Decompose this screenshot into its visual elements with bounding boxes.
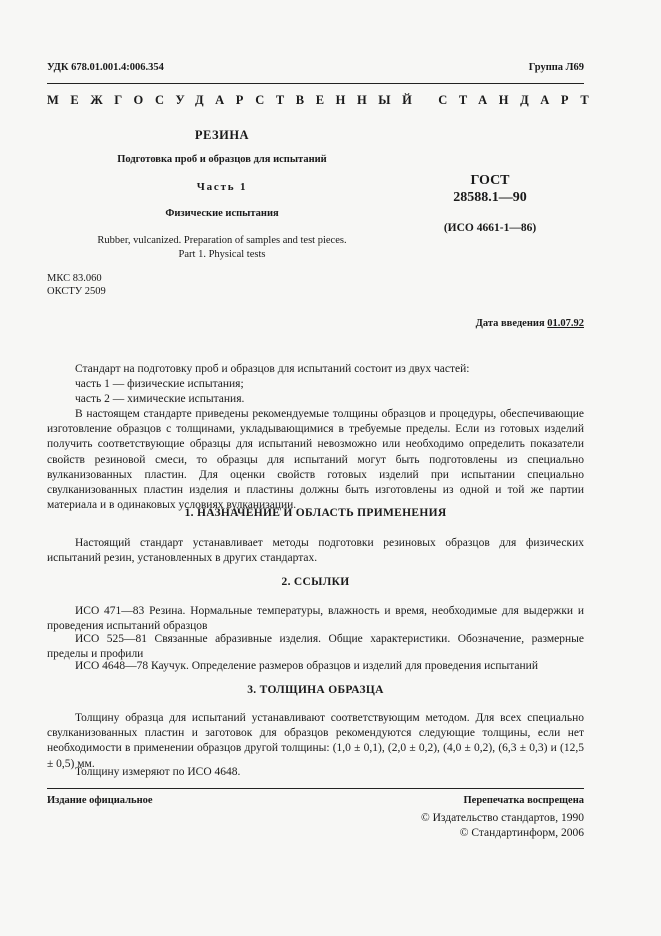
effective-date-value: 01.07.92 (547, 318, 584, 329)
footer-rule (47, 788, 584, 789)
group-code: Группа Л69 (528, 62, 584, 73)
part-number: Часть 1 (196, 181, 248, 193)
copyright-1: © Издательство стандартов, 1990 (420, 812, 584, 824)
intro-paragraph-3: часть 2 — химические испытания. (75, 393, 245, 405)
section-3-measurement: Толщину измеряют по ИСО 4648. (75, 766, 241, 778)
section-1-heading: 1. НАЗНАЧЕНИЕ И ОБЛАСТЬ ПРИМЕНЕНИЯ (184, 507, 447, 519)
effective-date-label: Дата введения (475, 318, 548, 329)
effective-date (476, 318, 584, 329)
intro-paragraph-2: часть 1 — физические испытания; (75, 378, 244, 390)
header-rule (47, 83, 584, 84)
doc-title: РЕЗИНА (194, 128, 250, 142)
reference-item: ИСО 525—81 Связанные абразивные изделия. Общие характеристики. Обозначение, размерные пределы и профили (47, 633, 584, 661)
official-edition: Издание официальное (47, 795, 153, 806)
part-title: Физические испытания (165, 208, 279, 219)
standard-type-banner: МЕЖГОСУДАРСТВЕННЫЙ СТАНДАРТ (47, 93, 601, 107)
section-3-heading: 3. ТОЛЩИНА ОБРАЗЦА (247, 684, 384, 696)
section-1-text: Настоящий стандарт устанавливает методы подготовки резиновых образцов для физических испытаний резин, установленных в других стандартах. (47, 537, 584, 565)
reference-item: ИСО 471—83 Резина. Нормальные температуры, влажность и время, необходимые для выдержки и проведения испытаний образцов (47, 605, 584, 633)
mks-code: МКС 83.060 (47, 273, 102, 284)
doc-subtitle: Подготовка проб и образцов для испытаний (117, 154, 327, 165)
section-2-heading: 2. ССЫЛКИ (281, 576, 350, 588)
iso-equivalent: (ИСО 4661-1—86) (443, 222, 537, 234)
english-title-line2: Part 1. Physical tests (178, 249, 266, 260)
intro-paragraph-4: В настоящем стандарте приведены рекомендуемые толщины образцов и процедуры, обеспечивающие изготовление образцов с толщинами, укладывающимися в требуемые пределы. Если из готовых изделий получить соответствующие образцы для испытаний невозможно или необходимо определить показатели свойств резиновой смеси, то образцы для испытаний могут быть подготовлены из специально вулканизованных пластин. Для оценки свойств готовых изделий при испытании специально свулканизованных пластин изделия и пластины должны быть изготовлены из одной и той же партии материала и в одинаковых условиях вулканизации. (47, 408, 584, 512)
copyright-2: © Стандартинформ, 2006 (459, 827, 584, 839)
gost-label: ГОСТ (470, 173, 510, 188)
reference-item: ИСО 4648—78 Каучук. Определение размеров образцов и изделий для проведения испытаний (75, 660, 538, 672)
udk-code: УДК 678.01.001.4:006.354 (47, 62, 164, 73)
okstu-code: ОКСТУ 2509 (47, 286, 106, 297)
gost-number: 28588.1—90 (453, 190, 527, 205)
section-3-text: Толщину образца для испытаний устанавливают соответствующим методом. Для всех специально свулканизованных пластин и заготовок для образцов рекомендуются следующие толщины, если нет необходимости в применении образцов другой толщины: (1,0 ± 0,1), (2,0 ± 0,2), (4,0 ± 0,2), (6,3 ± 0,3) и (12,5 ± 0,5) мм. (47, 712, 584, 770)
reprint-notice: Перепечатка воспрещена (463, 795, 584, 806)
english-title-line1: Rubber, vulcanized. Preparation of samples and test pieces. (97, 235, 347, 246)
intro-paragraph-1: Стандарт на подготовку проб и образцов для испытаний состоит из двух частей: (75, 363, 470, 375)
